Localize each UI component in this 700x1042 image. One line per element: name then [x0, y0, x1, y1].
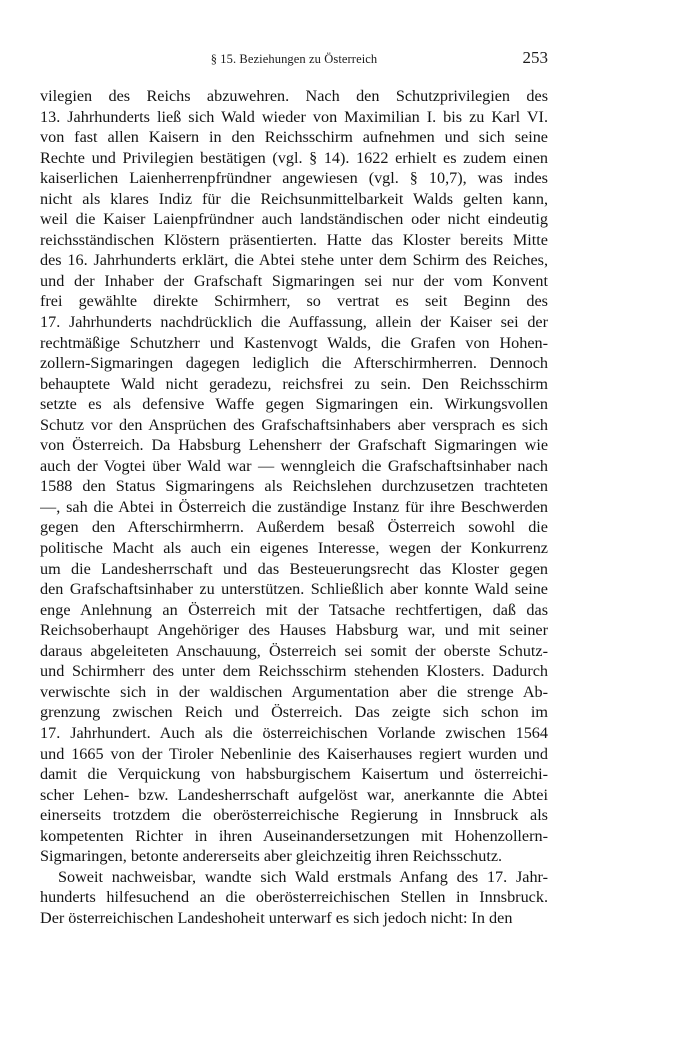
- text-line: Soweit nachweisbar, wandte sich Wald erstmals Anfang des 17. Jahr-: [58, 867, 548, 886]
- text-line: Der österreichischen Landeshoheit unterwarf es sich jedoch nicht: In den: [40, 908, 513, 927]
- text-line: und Schirmherr des unter dem Reichsschirm stehenden Klosters. Dadurch: [40, 662, 548, 681]
- page-number: 253: [522, 48, 548, 67]
- text-line: Sigmaringen, betonte andererseits aber gleichzeitig ihren Reichsschutz.: [40, 847, 503, 866]
- paragraph: [40, 86, 548, 867]
- text-line: einerseits trotzdem die oberösterreichische Regierung in Innsbruck als: [40, 806, 548, 825]
- text-line: 17. Jahrhunderts nachdrücklich die Auffassung, allein der Kaiser sei der: [40, 313, 548, 332]
- text-line: Reichsoberhaupt Angehöriger des Hauses Habsburg war, und mit seiner: [40, 621, 548, 640]
- text-line: von Österreich. Da Habsburg Lehensherr der Grafschaft Sigmaringen wie: [40, 436, 548, 455]
- text-line: verwischte sich in der waldischen Argumentation aber die strenge Ab-: [40, 682, 548, 701]
- text-line: frei gewählte direkte Schirmherr, so vertrat es seit Beginn des: [40, 292, 548, 311]
- text-line: 13. Jahrhunderts ließ sich Wald wieder von Maximilian I. bis zu Karl VI.: [40, 107, 548, 126]
- text-line: gegen den Afterschirmherrn. Außerdem besaß Österreich sowohl die: [40, 518, 548, 537]
- text-line: zollern-Sigmaringen dagegen lediglich die Afterschirmherren. Dennoch: [40, 354, 548, 373]
- text-line: reichsständischen Klöstern präsentierten. Hatte das Kloster bereits Mitte: [40, 230, 548, 249]
- body-text: [40, 86, 548, 928]
- text-line: und 1665 von der Tiroler Nebenlinie des Kaiserhauses regiert wurden und: [40, 744, 548, 763]
- text-line: 17. Jahrhundert. Auch als die österreichischen Vorlande zwischen 1564: [40, 723, 548, 742]
- running-title: § 15. Beziehungen zu Österreich: [210, 52, 378, 66]
- text-line: behauptete Wald nicht geradezu, reichsfrei zu sein. Den Reichsschirm: [40, 374, 548, 393]
- text-line: den Grafschaftsinhaber zu unterstützen. Schließlich aber konnte Wald seine: [40, 580, 548, 599]
- text-line: enge Anlehnung an Österreich mit der Tatsache rechtfertigen, daß das: [40, 600, 548, 619]
- text-line: auch der Vogtei über Wald war — wenngleich die Grafschaftsinhaber nach: [40, 456, 548, 475]
- text-line: weil die Kaiser Laienpfründner auch landständischen oder nicht eindeutig: [40, 210, 548, 229]
- text-line: setzte es als defensive Waffe gegen Sigmaringen ein. Wirkungsvollen: [40, 395, 548, 414]
- text-line: rechtmäßige Schutzherr und Kastenvogt Walds, die Grafen von Hohen-: [40, 333, 548, 352]
- text-line: um die Landesherrschaft und das Besteuerungsrecht das Kloster gegen: [40, 559, 548, 578]
- text-line: kompetenten Richter in ihren Auseinandersetzungen mit Hohenzollern-: [40, 826, 548, 845]
- text-line: vilegien des Reichs abzuwehren. Nach den Schutzprivilegien des: [40, 87, 548, 105]
- text-line: Schutz vor den Ansprüchen des Grafschaftsinhabers aber versprach es sich: [40, 415, 548, 434]
- text-line: scher Lehen- bzw. Landesherrschaft aufgelöst war, anerkannte die Abtei: [40, 785, 548, 804]
- text-line: grenzung zwischen Reich und Österreich. Das zeigte sich schon im: [40, 703, 548, 722]
- text-line: politische Macht als auch ein eigenes Interesse, wegen der Konkurrenz: [40, 539, 548, 558]
- paragraph: [40, 867, 548, 929]
- text-line: hunderts hilfesuchend an die oberösterreichischen Stellen in Innsbruck.: [40, 888, 548, 907]
- text-line: 1588 den Status Sigmaringens als Reichslehen durchzusetzen trachteten: [40, 477, 548, 496]
- text-line: Rechte und Privilegien bestätigen (vgl. § 14). 1622 erhielt es zudem einen: [40, 148, 548, 167]
- text-line: —, sah die Abtei in Österreich die zuständige Instanz für ihre Beschwerden: [40, 497, 548, 516]
- text-line: von fast allen Kaisern in den Reichsschirm aufnehmen und sich seine: [40, 128, 548, 147]
- text-line: nicht als klares Indiz für die Reichsunmittelbarkeit Walds gelten kann,: [40, 189, 548, 208]
- text-line: und der Inhaber der Grafschaft Sigmaringen sei nur der vom Konvent: [40, 271, 548, 290]
- text-line: damit die Verquickung von habsburgischem Kaisertum und österreichi-: [40, 765, 548, 784]
- page-header: [40, 48, 548, 70]
- text-line: kaiserlichen Laienherrenpfründner angewiesen (vgl. § 10,7), was indes: [40, 169, 548, 188]
- text-line: daraus abgeleiteten Anschauung, Österreich sei somit der oberste Schutz-: [40, 641, 548, 660]
- text-line: des 16. Jahrhunderts erklärt, die Abtei stehe unter dem Schirm des Reiches,: [40, 251, 548, 270]
